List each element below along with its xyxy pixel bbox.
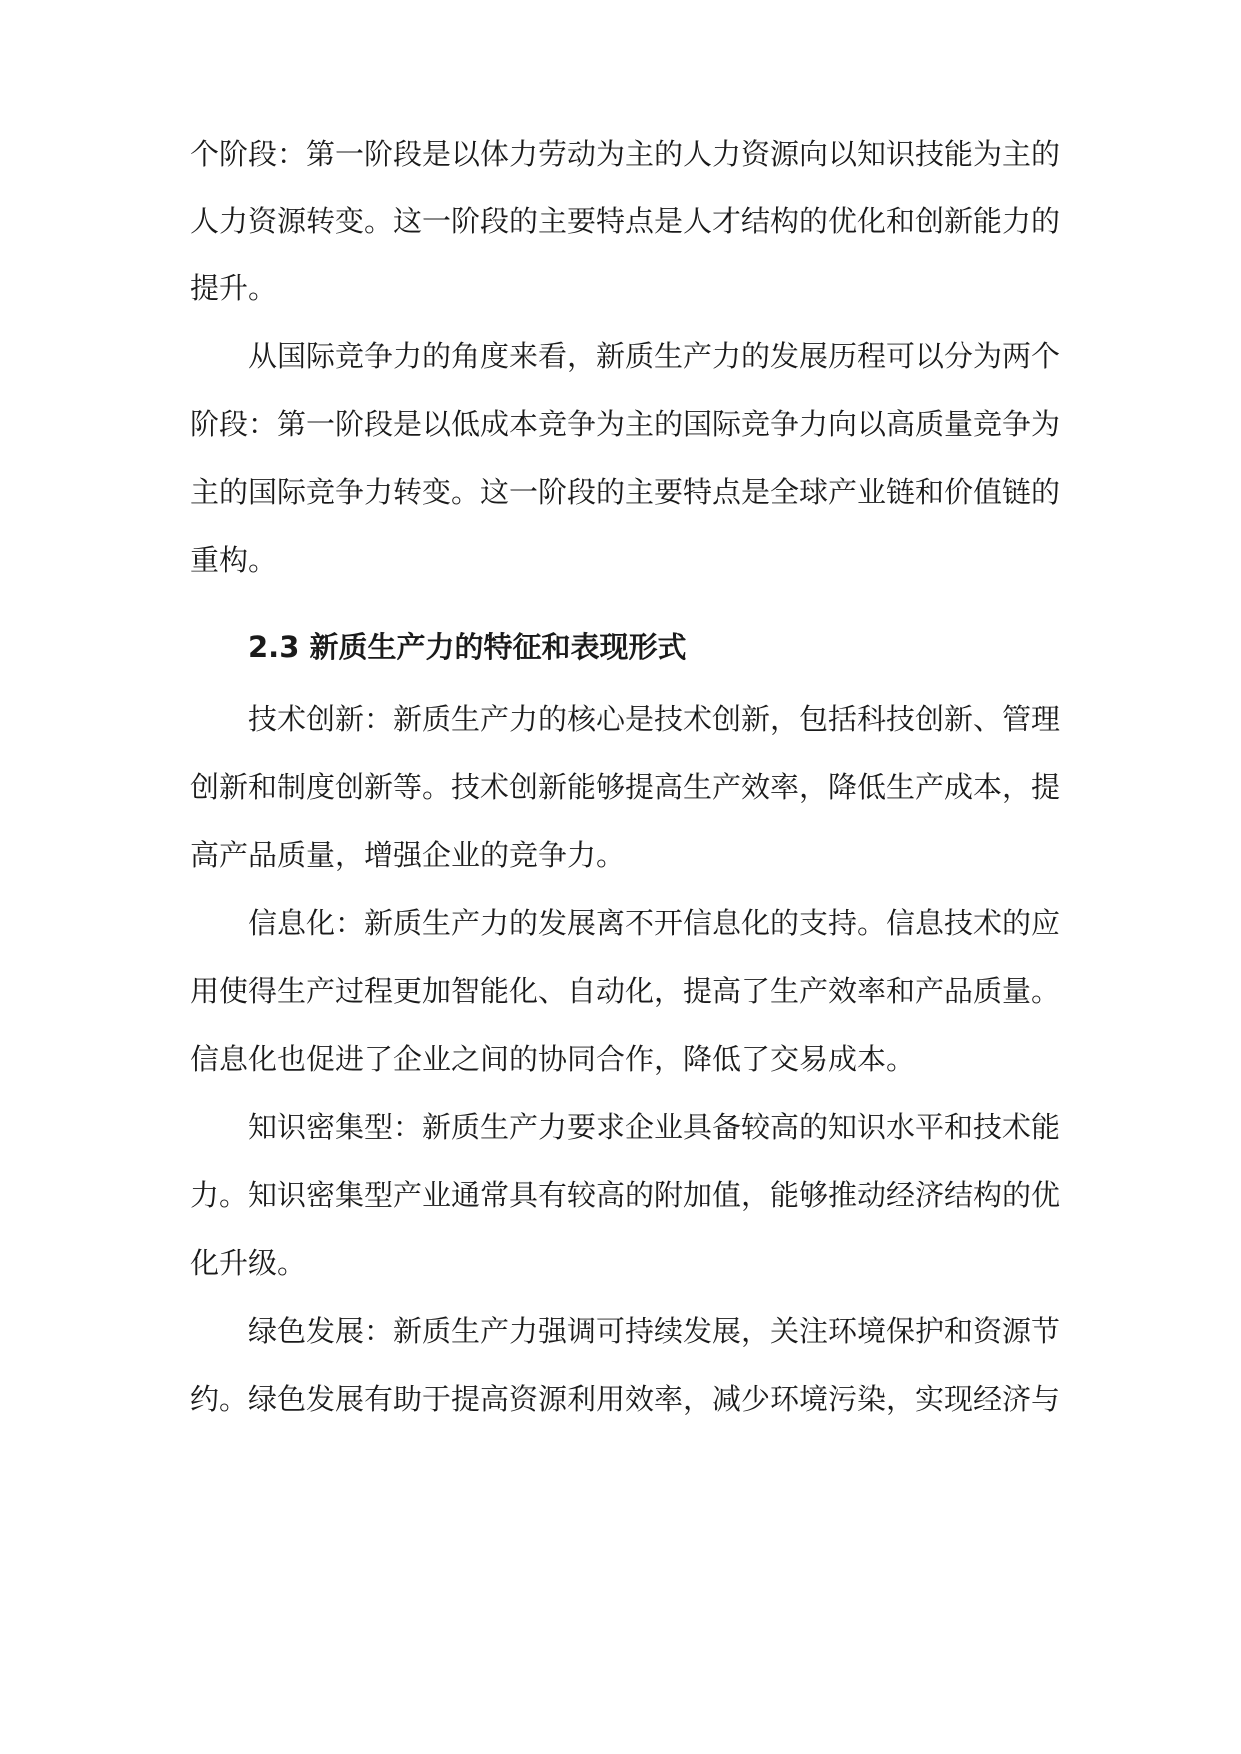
paragraph-1-line-2: 人力资源转变。这一阶段的主要特点是人才结构的优化和创新能力的 bbox=[190, 204, 1061, 238]
paragraph-6-line-1: 绿色发展：新质生产力强调可持续发展，关注环境保护和资源节 bbox=[248, 1314, 1061, 1348]
paragraph-6-line-2: 约。绿色发展有助于提高资源利用效率，减少环境污染，实现经济与 bbox=[190, 1382, 1061, 1416]
paragraph-3-line-3: 高产品质量，增强企业的竞争力。 bbox=[190, 838, 626, 872]
paragraph-4-line-3: 信息化也促进了企业之间的协同合作，降低了交易成本。 bbox=[190, 1042, 916, 1076]
paragraph-2-line-3: 主的国际竞争力转变。这一阶段的主要特点是全球产业链和价值链的 bbox=[190, 475, 1061, 509]
paragraph-5-line-2: 力。知识密集型产业通常具有较高的附加值，能够推动经济结构的优 bbox=[190, 1178, 1061, 1212]
paragraph-3-line-1: 技术创新：新质生产力的核心是技术创新，包括科技创新、管理 bbox=[248, 702, 1061, 736]
paragraph-2-line-1: 从国际竞争力的角度来看，新质生产力的发展历程可以分为两个 bbox=[248, 339, 1061, 373]
section-heading: 2.3 新质生产力的特征和表现形式 bbox=[248, 630, 687, 664]
paragraph-1-line-1: 个阶段：第一阶段是以体力劳动为主的人力资源向以知识技能为主的 bbox=[190, 137, 1061, 171]
paragraph-5-line-1: 知识密集型：新质生产力要求企业具备较高的知识水平和技术能 bbox=[248, 1110, 1061, 1144]
paragraph-2-line-2: 阶段：第一阶段是以低成本竞争为主的国际竞争力向以高质量竞争为 bbox=[190, 407, 1061, 441]
paragraph-3-line-2: 创新和制度创新等。技术创新能够提高生产效率，降低生产成本，提 bbox=[190, 770, 1061, 804]
paragraph-4-line-2: 用使得生产过程更加智能化、自动化，提高了生产效率和产品质量。 bbox=[190, 974, 1061, 1008]
paragraph-4-line-1: 信息化：新质生产力的发展离不开信息化的支持。信息技术的应 bbox=[248, 906, 1061, 940]
paragraph-1-line-3: 提升。 bbox=[190, 271, 278, 305]
paragraph-2-line-4: 重构。 bbox=[190, 543, 278, 577]
paragraph-5-line-3: 化升级。 bbox=[190, 1246, 307, 1280]
